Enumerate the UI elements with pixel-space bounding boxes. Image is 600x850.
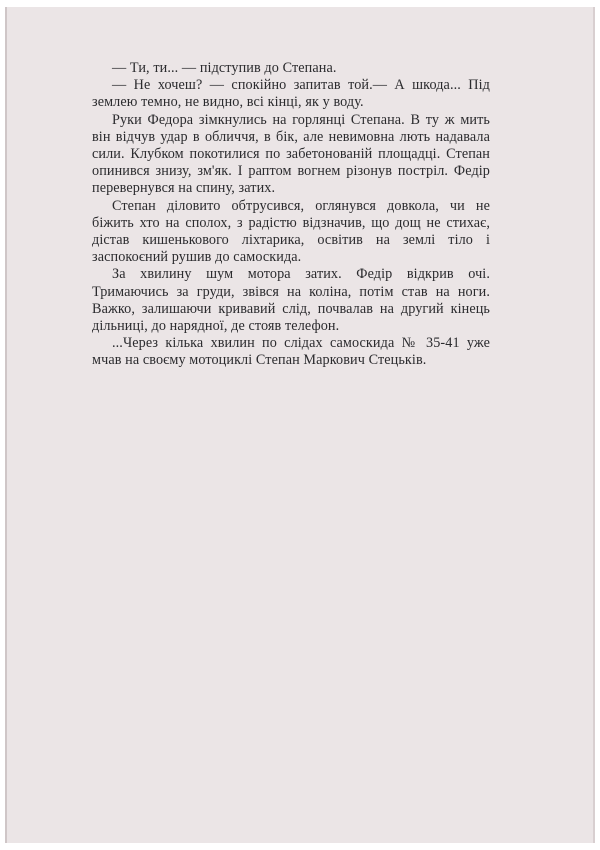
paragraph-3: Руки Федора зімкнулись на горлянці Степана. В ту ж мить він відчув удар в обличчя, в бік, але невимовна лють надавала сили. Клубком покотилися по забетонованій площадці. Степан опинився знизу, зм'як. І раптом вогнем різонув постріл. Федір перевернувся на спину, затих. [92,111,490,197]
story-text [92,60,490,370]
paragraph-4: Степан діловито обтрусився, оглянувся довкола, чи не біжить хто на сполох, з радістю відзначив, що дощ не стихає, дістав кишенькового ліхтарика, освітив на землі тіло і заспокоєний рушив до самоскида. [92,197,490,266]
paragraph-1: — Ти, ти... — підступив до Степана. [112,60,337,76]
paragraph-5: За хвилину шум мотора затих. Федір відкрив очі. Тримаючись за груди, звівся на коліна, потім став на ноги. Важко, залишаючи кривавий слід, почвалав на другий кінець дільниці, до нарядної, де стояв телефон. [92,266,490,335]
paragraph-6: ...Через кілька хвилин по слідах самоскида № 35-41 уже мчав на своєму мотоциклі Степан Маркович Стецьків. [92,335,490,369]
paragraph-2: — Не хочеш? — спокійно запитав той.— А шкода... Під землею темно, не видно, всі кінці, як у воду. [92,77,490,111]
book-page [5,7,595,843]
